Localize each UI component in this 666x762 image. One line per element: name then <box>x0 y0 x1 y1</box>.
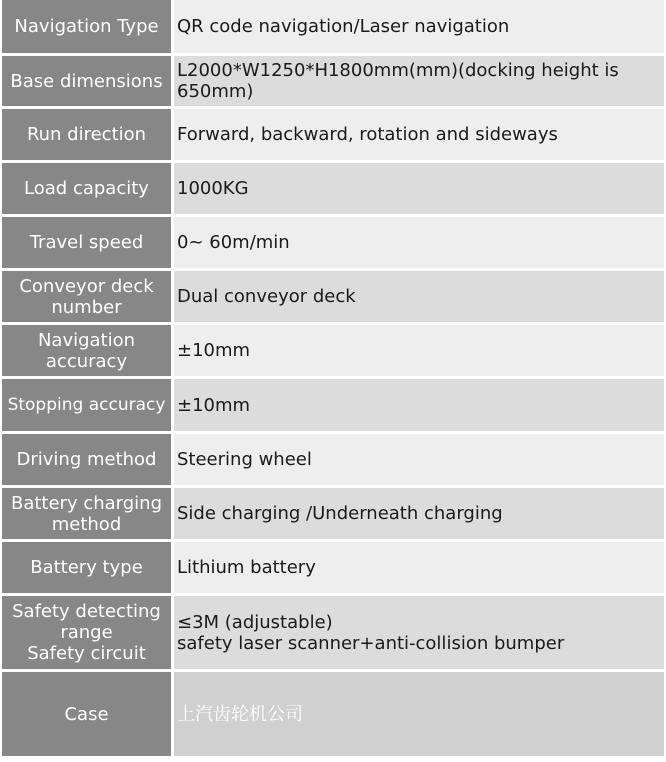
spec-value-line: Dual conveyor deck <box>177 286 356 307</box>
spec-row-base-dimensions <box>2 56 664 109</box>
spec-value <box>174 542 664 593</box>
spec-value-line: ±10mm <box>177 340 251 361</box>
spec-value <box>174 271 664 322</box>
spec-row-travel-speed <box>2 217 664 271</box>
spec-label: Run direction <box>2 109 171 160</box>
spec-value-line: Lithium battery <box>177 557 316 578</box>
spec-value-line: ±10mm <box>177 394 251 416</box>
spec-value <box>174 434 664 485</box>
spec-row-stopping-accuracy <box>2 379 664 434</box>
spec-row-navigation-accuracy <box>2 325 664 379</box>
spec-value-line: 650mm) <box>177 81 254 102</box>
spec-label: Stopping accuracy <box>2 379 171 431</box>
spec-label: Battery charging method <box>2 488 171 539</box>
spec-value <box>174 56 664 106</box>
spec-label: Case <box>2 672 171 756</box>
spec-value-line: ≤3M (adjustable) <box>177 611 333 633</box>
spec-value-line: Forward, backward, rotation and sideways <box>177 124 558 145</box>
spec-label: Base dimensions <box>2 56 171 106</box>
spec-value-line: 1000KG <box>177 178 249 199</box>
spec-value <box>174 672 664 756</box>
spec-value-line: 上汽齿轮机公司 <box>177 703 303 725</box>
spec-label: Navigation Type <box>2 0 171 53</box>
spec-value <box>174 109 664 160</box>
spec-label: Safety detecting range Safety circuit <box>2 596 171 669</box>
spec-row-driving-method <box>2 434 664 488</box>
spec-label: Battery type <box>2 542 171 593</box>
spec-row-conveyor-deck-number <box>2 271 664 325</box>
spec-row-case <box>2 672 664 756</box>
spec-label: Conveyor deck number <box>2 271 171 322</box>
spec-value <box>174 379 664 431</box>
spec-value-line: Side charging /Underneath charging <box>177 503 503 524</box>
spec-value <box>174 488 664 539</box>
spec-label: Load capacity <box>2 163 171 214</box>
spec-value-line: safety laser scanner+anti-collision bumper <box>177 632 565 654</box>
spec-value <box>174 0 664 53</box>
spec-value <box>174 217 664 268</box>
spec-value <box>174 163 664 214</box>
spec-row-navigation-type <box>2 0 664 56</box>
spec-row-run-direction <box>2 109 664 163</box>
spec-value-line: L2000*W1250*H1800mm(mm)(docking height is <box>177 60 619 81</box>
spec-row-safety <box>2 596 664 672</box>
spec-value <box>174 596 664 669</box>
spec-label: Navigation accuracy <box>2 325 171 376</box>
spec-row-battery-type <box>2 542 664 596</box>
spec-value-line: 0~ 60m/min <box>177 232 290 253</box>
spec-row-battery-charging-method <box>2 488 664 542</box>
spec-value <box>174 325 664 376</box>
spec-table <box>2 0 664 756</box>
spec-value-line: QR code navigation/Laser navigation <box>177 16 510 37</box>
spec-row-load-capacity <box>2 163 664 217</box>
spec-label: Driving method <box>2 434 171 485</box>
spec-label: Travel speed <box>2 217 171 268</box>
spec-value-line: Steering wheel <box>177 449 312 470</box>
